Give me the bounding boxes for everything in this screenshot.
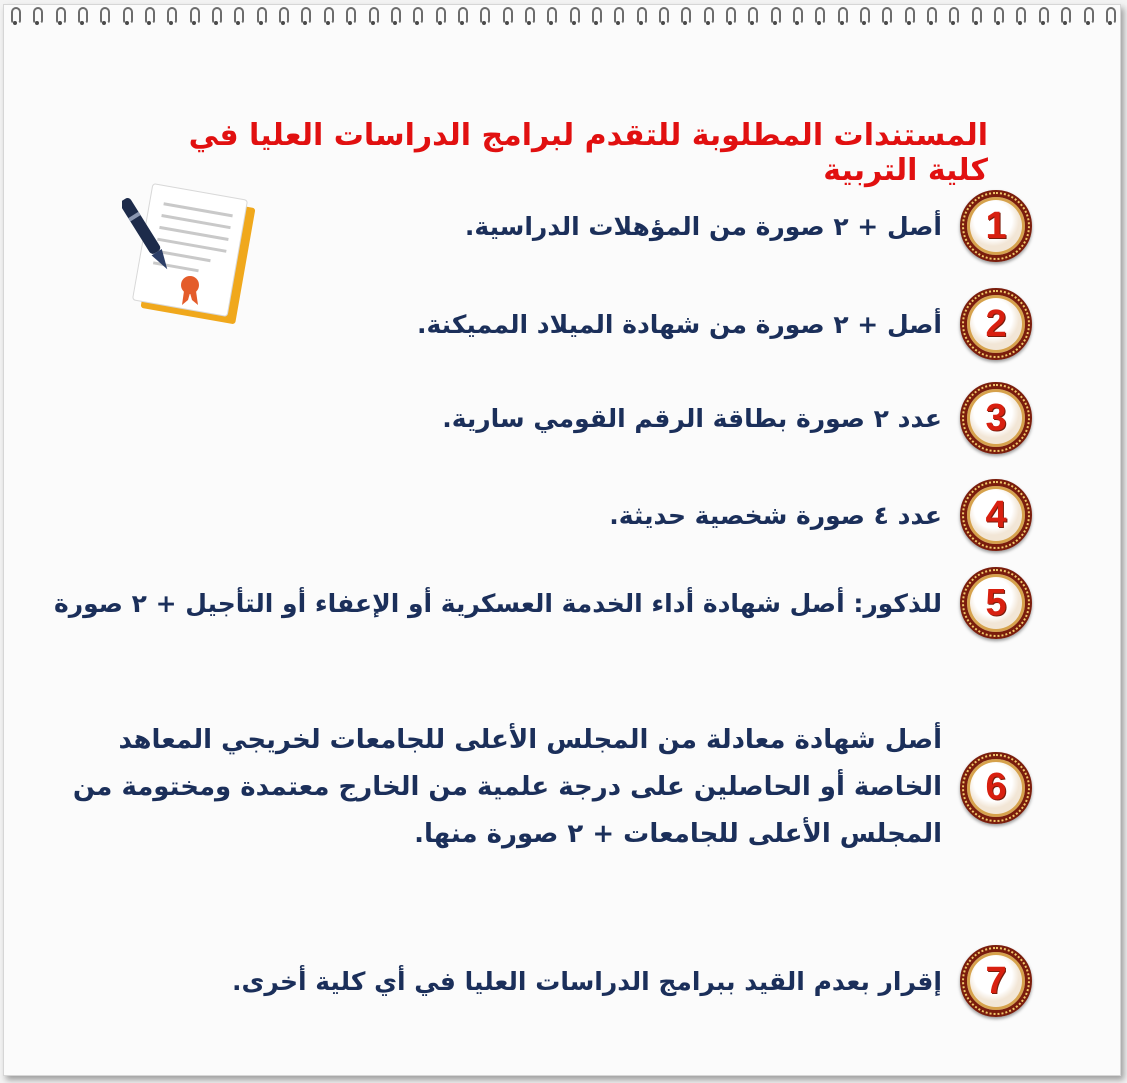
binder-ring-icon [1083, 7, 1092, 27]
number-badge-icon: 7 [960, 945, 1032, 1017]
binder-ring-icon [792, 7, 801, 27]
number-badge-icon: 4 [960, 479, 1032, 551]
list-item [42, 717, 1032, 858]
binder-rings [4, 7, 1120, 31]
binder-ring-icon [658, 7, 667, 27]
binder-ring-icon [211, 7, 220, 27]
binder-ring-icon [636, 7, 645, 27]
binder-ring-icon [233, 7, 242, 27]
number-badge-icon: 1 [960, 190, 1032, 262]
binder-ring-icon [613, 7, 622, 27]
binder-ring-icon [591, 7, 600, 27]
binder-ring-icon [948, 7, 957, 27]
binder-ring-icon [390, 7, 399, 27]
list-item [417, 288, 1032, 360]
binder-ring-icon [479, 7, 488, 27]
binder-ring-icon [1015, 7, 1024, 27]
binder-ring-icon [99, 7, 108, 27]
number-badge-icon: 2 [960, 288, 1032, 360]
binder-ring-icon [859, 7, 868, 27]
binder-ring-icon [10, 7, 19, 27]
binder-ring-icon [703, 7, 712, 27]
binder-ring-icon [32, 7, 41, 27]
binder-ring-icon [77, 7, 86, 27]
page-title: المستندات المطلوبة للتقدم لبرامج الدراسات العليا في كلية التربية [188, 118, 988, 188]
binder-ring-icon [926, 7, 935, 27]
binder-ring-icon [189, 7, 198, 27]
binder-ring-icon [300, 7, 309, 27]
binder-ring-icon [725, 7, 734, 27]
list-item [465, 190, 1032, 262]
binder-ring-icon [881, 7, 890, 27]
list-item [609, 479, 1032, 551]
list-item [54, 567, 1032, 639]
certificate-document-icon [122, 181, 257, 331]
binder-ring-icon [412, 7, 421, 27]
binder-ring-icon [144, 7, 153, 27]
binder-ring-icon [368, 7, 377, 27]
binder-ring-icon [1060, 7, 1069, 27]
binder-ring-icon [345, 7, 354, 27]
number-badge-icon: 6 [960, 752, 1032, 824]
document-page [3, 4, 1121, 1076]
binder-ring-icon [457, 7, 466, 27]
list-item-text: أصل + ٢ صورة من شهادة الميلاد المميكنة. [416, 309, 942, 339]
list-item-text: أصل + ٢ صورة من المؤهلات الدراسية. [464, 211, 942, 241]
binder-ring-icon [55, 7, 64, 27]
binder-ring-icon [256, 7, 265, 27]
binder-ring-icon [770, 7, 779, 27]
binder-ring-icon [278, 7, 287, 27]
binder-ring-icon [1105, 7, 1114, 27]
list-item-text: أصل شهادة معادلة من المجلس الأعلى للجامعات لخريجي المعاهد الخاصة أو الحاصلين على درجة علمية من الخارج معتمدة ومختومة من المجلس الأعلى للجامعات + ٢ صورة منها. [72, 725, 942, 849]
list-item [232, 945, 1032, 1017]
binder-ring-icon [502, 7, 511, 27]
binder-ring-icon [904, 7, 913, 27]
list-item-text: للذكور: أصل شهادة أداء الخدمة العسكرية أو الإعفاء أو التأجيل + ٢ صورة [53, 588, 942, 618]
binder-ring-icon [166, 7, 175, 27]
number-badge-icon: 3 [960, 382, 1032, 454]
binder-ring-icon [524, 7, 533, 27]
binder-ring-icon [569, 7, 578, 27]
binder-ring-icon [680, 7, 689, 27]
list-item-text: عدد ٤ صورة شخصية حديثة. [609, 500, 942, 530]
list-item [442, 382, 1032, 454]
binder-ring-icon [323, 7, 332, 27]
binder-ring-icon [993, 7, 1002, 27]
list-item-text: عدد ٢ صورة بطاقة الرقم القومي سارية. [442, 403, 942, 433]
binder-ring-icon [122, 7, 131, 27]
binder-ring-icon [837, 7, 846, 27]
binder-ring-icon [546, 7, 555, 27]
list-item-text: إقرار بعدم القيد ببرامج الدراسات العليا في أي كلية أخرى. [232, 966, 942, 996]
number-badge-icon: 5 [960, 567, 1032, 639]
binder-ring-icon [814, 7, 823, 27]
binder-ring-icon [747, 7, 756, 27]
binder-ring-icon [1038, 7, 1047, 27]
binder-ring-icon [971, 7, 980, 27]
binder-ring-icon [435, 7, 444, 27]
